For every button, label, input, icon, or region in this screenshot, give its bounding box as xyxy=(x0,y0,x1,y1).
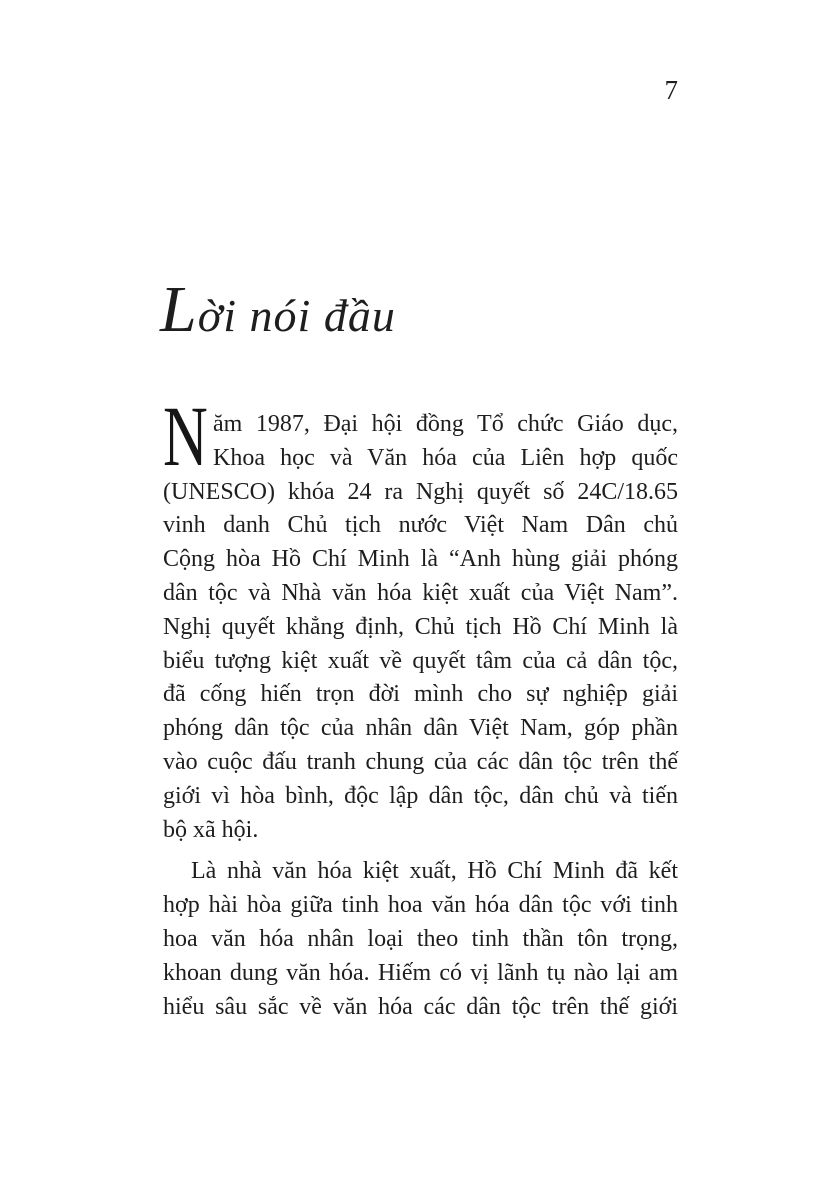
text-line: Cộng hòa Hồ Chí Minh là “Anh hùng giải phóng xyxy=(163,546,678,573)
heading-initial-letter: L xyxy=(160,273,198,346)
text-line: biểu tượng kiệt xuất về quyết tâm của cả dân tộc, xyxy=(163,647,678,674)
text-line: khoan dung văn hóa. Hiếm có vị lãnh tụ nào lại am xyxy=(163,959,678,986)
text-line: hiểu sâu sắc về văn hóa các dân tộc trên thế giới xyxy=(163,993,678,1020)
text-line: (UNESCO) khóa 24 ra Nghị quyết số 24C/18.65 xyxy=(163,478,678,505)
drop-cap: N xyxy=(163,388,208,484)
heading-text: ời nói đầu xyxy=(197,290,396,341)
text-line: vinh danh Chủ tịch nước Việt Nam Dân chủ xyxy=(163,512,678,539)
paragraph xyxy=(163,388,678,847)
text-line: phóng dân tộc của nhân dân Việt Nam, góp phần xyxy=(163,715,678,742)
text-line: hợp hài hòa giữa tinh hoa văn hóa dân tộc với tinh xyxy=(163,892,678,919)
chapter-heading xyxy=(160,273,396,346)
text-line: hoa văn hóa nhân loại theo tinh thần tôn trọng, xyxy=(163,925,678,952)
text-line: dân tộc và Nhà văn hóa kiệt xuất của Việt Nam”. xyxy=(163,579,678,606)
text-line: Khoa học và Văn hóa của Liên hợp quốc xyxy=(213,444,678,471)
text-line: vào cuộc đấu tranh chung của các dân tộc trên thế xyxy=(163,748,678,775)
text-line: bộ xã hội. xyxy=(163,816,259,843)
text-line: Là nhà văn hóa kiệt xuất, Hồ Chí Minh đã kết xyxy=(191,858,678,885)
text-line: Nghị quyết khẳng định, Chủ tịch Hồ Chí Minh là xyxy=(163,613,678,640)
page-number: 7 xyxy=(664,75,678,105)
paragraph xyxy=(163,855,678,1024)
text-line: giới vì hòa bình, độc lập dân tộc, dân chủ và tiến xyxy=(163,782,678,809)
text-line: ăm 1987, Đại hội đồng Tổ chức Giáo dục, xyxy=(213,411,678,437)
body-text xyxy=(163,388,678,1024)
text-line: đã cống hiến trọn đời mình cho sự nghiệp giải xyxy=(163,681,678,708)
